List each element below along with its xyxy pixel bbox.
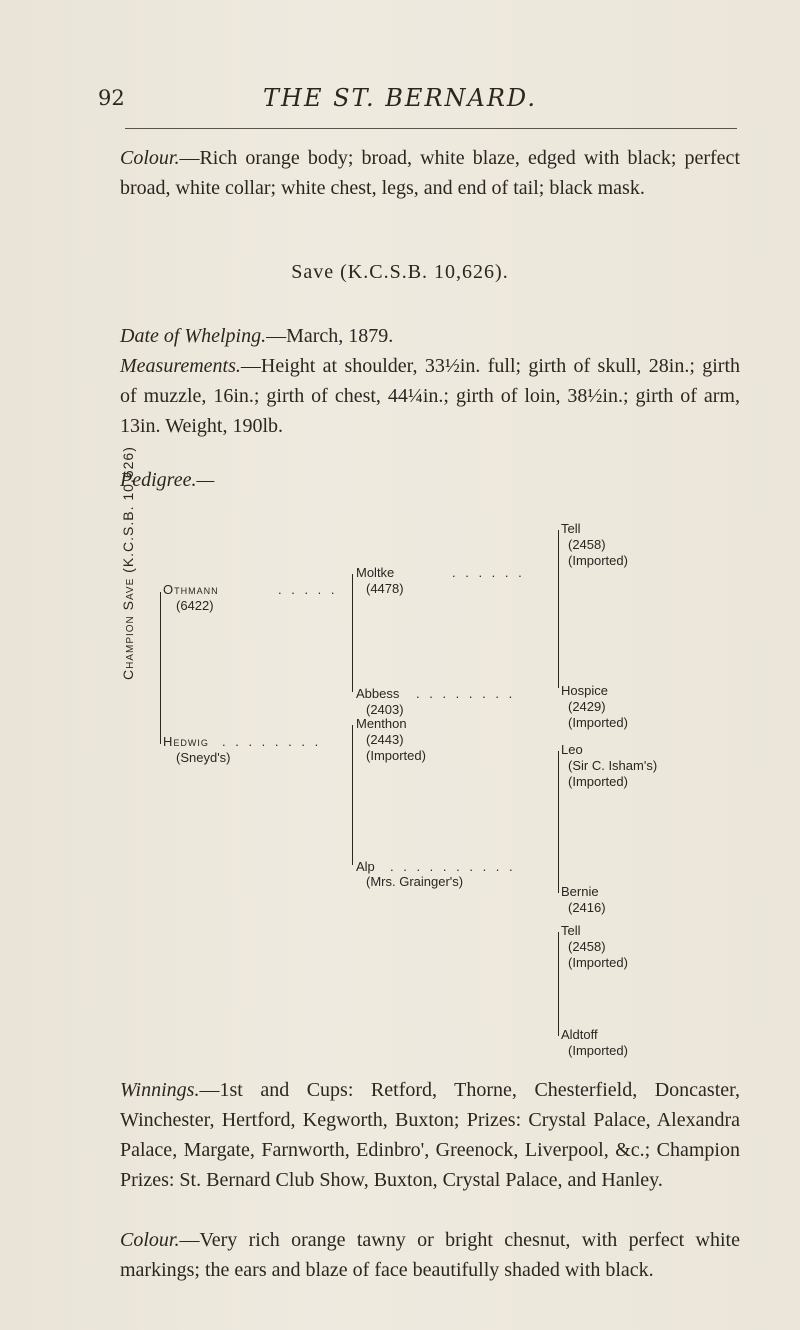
pedigree-subject: Champion Save (K.C.S.B. 10,626)	[120, 446, 136, 680]
dam-sire-reg: (2443)	[366, 732, 404, 747]
gg-3-name: Leo	[561, 742, 583, 757]
sire-name: Othmann	[163, 582, 219, 597]
dog-heading: Save (K.C.S.B. 10,626).	[291, 261, 509, 283]
whelping-text: —March, 1879.	[266, 325, 394, 347]
dam-dam-reg: (Mrs. Grainger's)	[366, 874, 464, 889]
dam-sire-note: (Imported)	[366, 748, 426, 763]
colour2-text: —Very rich orange tawny or bright chesnut, with perfect white markings; the ears and blaze of face beautifully shaded with black.	[120, 1229, 740, 1281]
winnings-text: —1st and Cups: Retford, Thorne, Chesterfield, Doncaster, Winchester, Hertford, Kegworth, Buxton; Prizes: Crystal Palace, Alexandra Palace, Margate, Farnworth, Edinbro', Greenock, Liverpool, &c.; Champion Prizes: St. Bernard Club Show, Buxton, Crystal Palace, and Hanley.	[120, 1079, 740, 1191]
sire-dam-leader: . . . . . . . .	[416, 686, 516, 701]
gg-4-name: Bernie	[561, 884, 599, 899]
subject-bracket	[160, 592, 161, 744]
sire-sire-reg: (4478)	[366, 581, 404, 596]
page-number: 92	[98, 86, 125, 110]
gg-5-reg: (2458)	[568, 939, 606, 954]
gg-2-reg: (2429)	[568, 699, 606, 714]
dam-sire-name: Menthon	[356, 716, 407, 731]
gg-2-note: (Imported)	[568, 715, 628, 730]
colour-text: —Rich orange body; broad, white blaze, edged with black; perfect broad, white collar; white chest, legs, and end of tail; black mask.	[120, 147, 740, 199]
gg-5-note: (Imported)	[568, 955, 628, 970]
dam-bracket	[352, 725, 353, 865]
colour-paragraph	[120, 143, 740, 203]
sire-sire-leader: . . . . . .	[452, 565, 525, 580]
measurements-lead: Measurements.	[120, 355, 241, 377]
abbess-bracket	[558, 751, 559, 893]
whelping-lead: Date of Whelping.	[120, 325, 267, 347]
sire-dam-reg: (2403)	[366, 702, 404, 717]
sire-sire-name: Moltke	[356, 565, 395, 580]
pedigree-label: Pedigree.—	[120, 469, 215, 491]
running-head: THE ST. BERNARD.	[263, 84, 537, 112]
measurements-text: —Height at shoulder, 33½in. full; girth of skull, 28in.; girth of muzzle, 16in.; girth of chest, 44¼in.; girth of loin, 38½in.; girth of arm, 13in. Weight, 190lb.	[120, 355, 740, 437]
whelping-paragraph	[120, 321, 740, 351]
gg-3-note: (Imported)	[568, 774, 628, 789]
dam-leader: . . . . . . . .	[222, 734, 322, 749]
gg-1-note: (Imported)	[568, 553, 628, 568]
alp-bracket	[558, 932, 559, 1036]
dam-dam-name: Alp	[356, 859, 375, 874]
sire-dam-name: Abbess	[356, 686, 400, 701]
gg-5-name: Tell	[561, 923, 581, 938]
gg-6-note: (Imported)	[568, 1043, 628, 1058]
sire-bracket	[352, 574, 353, 692]
gg-1-name: Tell	[561, 521, 581, 536]
colour2-lead: Colour.	[120, 1229, 180, 1251]
header-rule	[125, 128, 737, 129]
colour-lead: Colour.	[120, 147, 180, 169]
gg-3-reg: (Sir C. Isham's)	[568, 758, 658, 773]
winnings-lead: Winnings.	[120, 1079, 200, 1101]
dam-reg: (Sneyd's)	[176, 750, 231, 765]
colour2-paragraph	[120, 1225, 740, 1285]
moltke-bracket	[558, 530, 559, 688]
dam-dam-leader: . . . . . . . . . .	[390, 859, 516, 874]
gg-2-name: Hospice	[561, 683, 608, 698]
winnings-paragraph	[120, 1075, 740, 1195]
measurements-paragraph	[120, 351, 740, 441]
gg-1-reg: (2458)	[568, 537, 606, 552]
gg-4-reg: (2416)	[568, 900, 606, 915]
sire-reg: (6422)	[176, 598, 214, 613]
sire-leader: . . . . .	[278, 582, 338, 597]
gg-6-name: Aldtoff	[561, 1027, 598, 1042]
dam-name: Hedwig	[163, 734, 209, 749]
